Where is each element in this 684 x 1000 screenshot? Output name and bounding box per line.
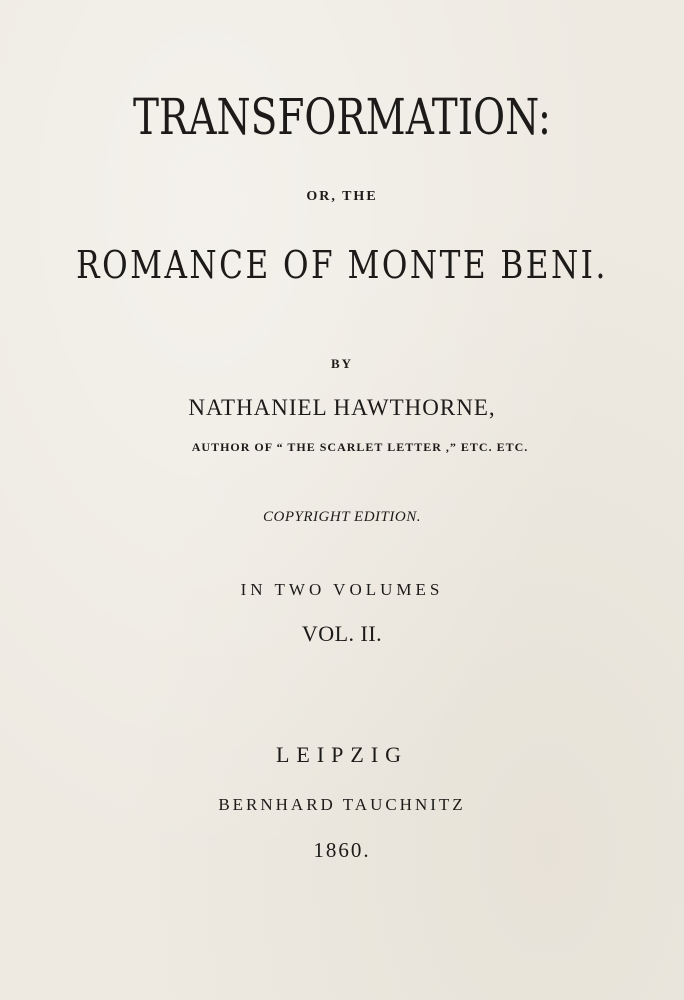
title-connector: OR, THE xyxy=(306,189,378,204)
volume-count: IN TWO VOLUMES xyxy=(240,580,444,599)
publisher-name: BERNHARD TAUCHNITZ xyxy=(218,795,466,814)
by-label: BY xyxy=(330,356,354,371)
volume-number: VOL. II. xyxy=(301,621,383,646)
author-credit: AUTHOR OF “ THE SCARLET LETTER ,” ETC. ETC. xyxy=(191,440,529,454)
book-subtitle: ROMANCE OF MONTE BENI. xyxy=(76,243,608,287)
author-name: NATHANIEL HAWTHORNE, xyxy=(188,395,496,420)
edition-label: COPYRIGHT EDITION. xyxy=(263,509,421,525)
publication-year: 1860. xyxy=(313,838,371,862)
book-title: TRANSFORMATION: xyxy=(132,88,552,146)
publication-place: LEIPZIG xyxy=(275,742,409,767)
